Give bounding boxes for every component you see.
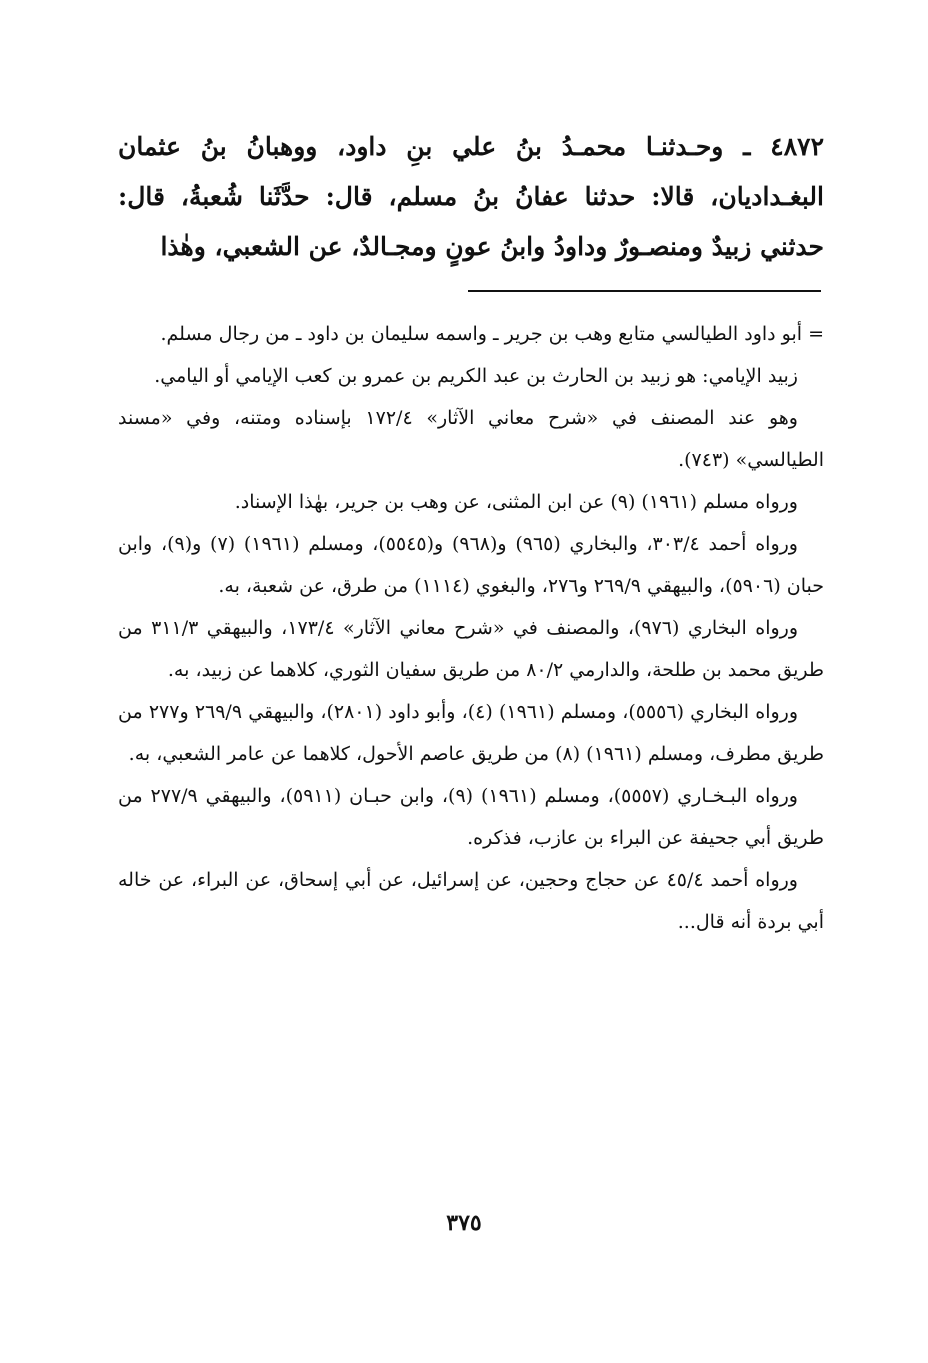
footnote-paragraph: ورواه مسلم (١٩٦١) (٩) عن ابن المثنى، عن وهب بن جرير، بهٰذا الإسناد. <box>234 491 798 513</box>
footnote-paragraph: ورواه أحمد ٤٥/٤ عن حجاج وحجين، عن إسرائيل، عن أبي إسحاق، عن البراء، عن خاله أبي بردة أنه قال... <box>118 869 824 933</box>
footnote-paragraph: ورواه البـخـاري (٥٥٥٧)، ومسلم (١٩٦١) (٩)، وابن حبـان (٥٩١١)، والبيهقي ٢٧٧/٩ من طريق أبي جحيفة عن البراء بن عازب، فذكره. <box>118 785 824 849</box>
footnote-separator <box>468 290 821 292</box>
page-number: ٣٧٥ <box>446 1210 482 1236</box>
footnote-paragraph: ورواه البخاري (٥٥٥٦)، ومسلم (١٩٦١) (٤)، وأبو داود (٢٨٠١)، والبيهقي ٢٦٩/٩ و٢٧٧ من طريق مطرف، ومسلم (١٩٦١) (٨) من طريق عاصم الأحول، كلاهما عن عامر الشعبي، به. <box>118 701 824 765</box>
footnotes <box>118 313 824 943</box>
hadith-text <box>118 122 824 272</box>
footnote-paragraph: ورواه البخاري (٩٧٦)، والمصنف في «شرح معاني الآثار» ١٧٣/٤، والبيهقي ٣١١/٣ من طريق محمد بن طلحة، والدارمي ٨٠/٢ من طريق سفيان الثوري، كلاهما عن زبيد، به. <box>118 617 824 681</box>
footnote-paragraph: زبيد الإيامي: هو زبيد بن الحارث بن عبد الكريم بن عمرو بن كعب الإيامي أو اليامي. <box>154 365 798 387</box>
footnote-paragraph: وهو عند المصنف في «شرح معاني الآثار» ١٧٢/٤ بإسناده ومتنه، وفي «مسند الطيالسي» (٧٤٣). <box>118 407 824 471</box>
hadith-paragraph: ٤٨٧٢ ـ وحـدثنـا محمـدُ بنُ علي بنِ داود، ووهبانُ بنُ عثمان البغـداديان، قالا: حدثنا عفانُ بنُ مسلم، قال: حدَّثَنا شُعبةُ، قال: حدثني زبيدٌ ومنصـورٌ وداودُ وابنُ عونٍ ومجـالدٌ، عن الشعبي، وهٰذا <box>118 132 824 261</box>
footnote-paragraph: ورواه أحمد ٣٠٣/٤، والبخاري (٩٦٥) و(٩٦٨) و(٥٥٤٥)، ومسلم (١٩٦١) (٧) و(٩)، وابن حبان (٥٩٠٦)، والبيهقي ٢٦٩/٩ و٢٧٦، والبغوي (١١١٤) من طرق، عن شعبة، به. <box>118 533 824 597</box>
footnote-continuation: = أبو داود الطيالسي متابع وهب بن جرير ـ واسمه سليمان بن داود ـ من رجال مسلم. <box>160 323 824 345</box>
